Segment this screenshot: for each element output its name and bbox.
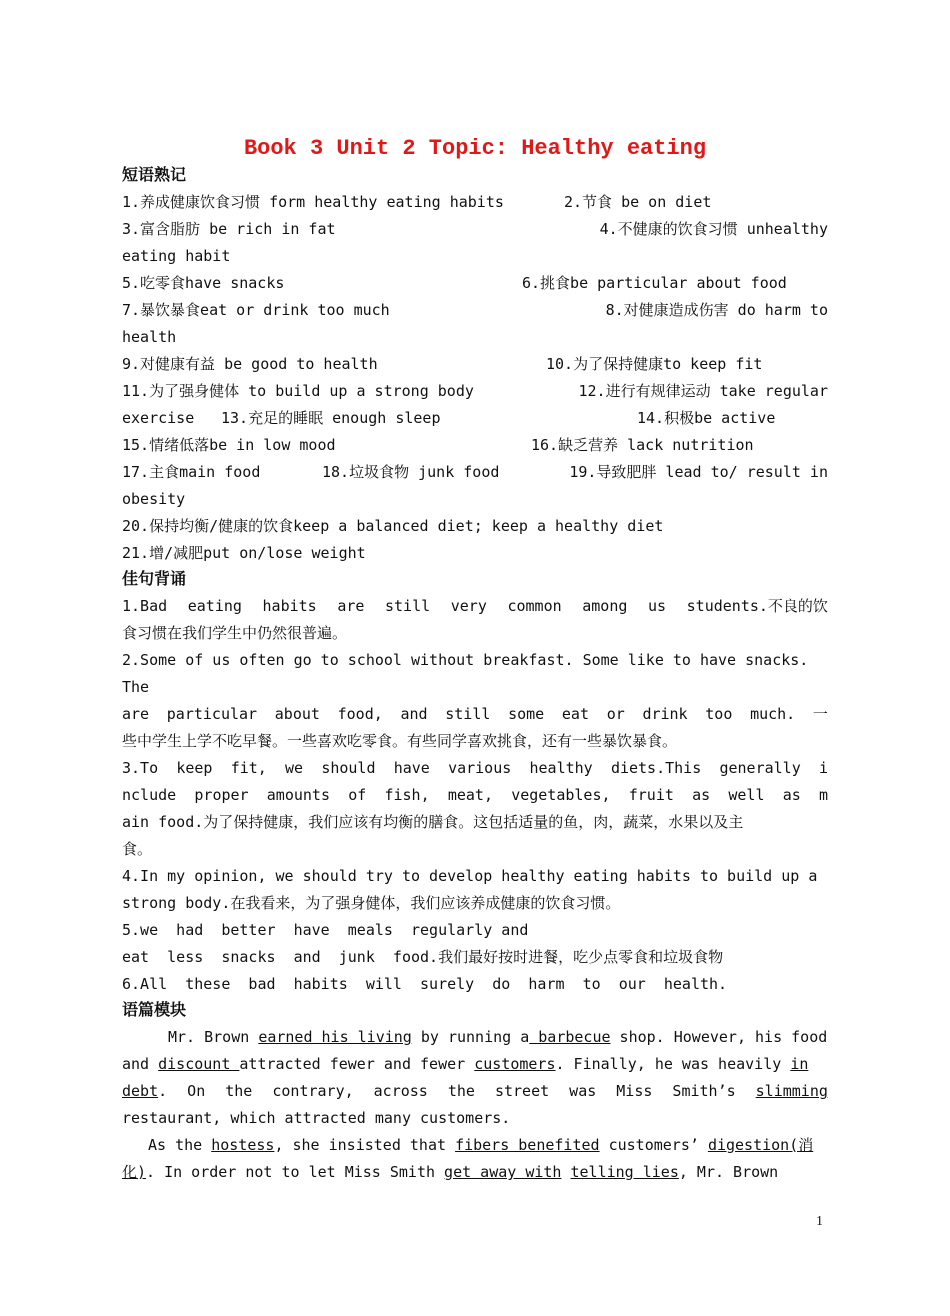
passage-word: the (225, 1082, 253, 1100)
word: fit, (230, 759, 267, 777)
sentence-text: 2.Some of us often go to school without breakfast. Some like to have snacks. (122, 651, 809, 669)
passage-run: shop. However, his food (610, 1028, 828, 1046)
phrase-item: 2.节食 be on diet (564, 193, 712, 211)
word: about (274, 705, 320, 723)
phrase-item: obesity (122, 490, 186, 508)
phrase-item: exercise (122, 409, 195, 427)
sentence-line (122, 701, 828, 728)
word: food, (337, 705, 383, 723)
passage-text (122, 1159, 778, 1186)
word: among (582, 597, 628, 615)
passage-line (122, 1105, 828, 1132)
sentences-heading: 佳句背诵 (122, 569, 187, 588)
word: various (448, 759, 512, 777)
word: particular (166, 705, 258, 723)
underlined-phrase: customers (474, 1055, 556, 1073)
phrase-item: 6.挑食be particular about food (522, 274, 787, 292)
word: 一 (812, 705, 828, 723)
passage-word: On (187, 1082, 206, 1100)
underlined-phrase: barbecue (529, 1028, 611, 1046)
sentence-text: ain food.为了保持健康，我们应该有均衡的膳食。这包括适量的鱼，肉，蔬菜，水果以及主 (122, 813, 744, 831)
passage-text (122, 1051, 808, 1078)
passage-run: attracted fewer and fewer (239, 1055, 475, 1073)
phrase-item: 5.吃零食have snacks (122, 274, 285, 292)
sentence-text: 6.All these bad habits will surely do harm to our health. (122, 975, 728, 993)
word: diets.This (610, 759, 702, 777)
word: and (400, 705, 428, 723)
word: vegetables, (511, 786, 611, 804)
underlined-phrase: 化) (122, 1163, 147, 1181)
passage-text (148, 1132, 813, 1159)
passage-run: . In order not to let Miss Smith (146, 1163, 445, 1181)
passage-word (122, 1078, 167, 1105)
sentence-line (122, 809, 828, 836)
sentence-line (122, 755, 828, 782)
word: m (818, 786, 828, 804)
word: i (818, 759, 828, 777)
sentence-line (122, 782, 828, 809)
phrase-row (122, 351, 828, 378)
sentence-line (122, 593, 828, 620)
passage-text: restaurant, which attracted many customers. (122, 1109, 511, 1127)
phrase-row (122, 270, 828, 297)
phrase-row (122, 540, 828, 567)
passage-word: street (494, 1082, 550, 1100)
passage-run: . Finally, he was heavily (555, 1055, 791, 1073)
sentence-text: 4.In my opinion, we should try to develop healthy eating habits to build up a (122, 867, 818, 885)
phrase-row (122, 432, 828, 459)
word: common (507, 597, 562, 615)
sentence-line (122, 647, 828, 674)
word: nclude (122, 786, 177, 804)
sentence-text: 5.we had better have meals regularly and (122, 921, 529, 939)
sentence-line (122, 863, 828, 890)
word: fruit (628, 786, 674, 804)
phrase-row (122, 189, 828, 216)
phrase-item: 8.对健康造成伤害 do harm to (605, 301, 828, 319)
sentence-line (122, 620, 828, 647)
phrase-row (122, 297, 828, 324)
sentence-text: eat less snacks and junk food.我们最好按时进餐，吃少点零食和垃圾食物 (122, 948, 724, 966)
phrase-row (122, 324, 828, 351)
word: still (385, 597, 431, 615)
phrase-row (122, 486, 828, 513)
word: of (348, 786, 367, 804)
word: meat, (447, 786, 493, 804)
passage-run: , Mr. Brown (678, 1163, 779, 1181)
word: generally (719, 759, 801, 777)
word: eating (187, 597, 242, 615)
underlined-phrase: digestion(消 (707, 1136, 814, 1154)
sentence-line (122, 944, 828, 971)
sentence-line (122, 674, 828, 701)
phrase-item: health (122, 328, 177, 346)
word: well (728, 786, 765, 804)
phrase-item: 4.不健康的饮食习惯 unhealthy (599, 220, 828, 238)
phrase-item: 19.导致肥胖 lead to/ result in (569, 463, 828, 481)
phrase-item: 10.为了保持健康to keep fit (546, 355, 763, 373)
sentence-line (122, 728, 828, 755)
phrase-item: eating habit (122, 247, 231, 265)
passage-run: , she insisted that (274, 1136, 456, 1154)
page-number: 1 (816, 1214, 823, 1229)
word: keep (176, 759, 213, 777)
word: still (445, 705, 491, 723)
sentence-text: strong body.在我看来，为了强身健体，我们应该养成健康的饮食习惯。 (122, 894, 621, 912)
word: eat (561, 705, 589, 723)
passage-run: As the (148, 1136, 212, 1154)
page-title: Book 3 Unit 2 Topic: Healthy eating (243, 136, 707, 161)
passage-word: the (447, 1082, 475, 1100)
phrase-item: 3.富含脂肪 be rich in fat (122, 220, 336, 238)
phrase-item: 9.对健康有益 be good to health (122, 355, 378, 373)
word: us (648, 597, 667, 615)
passage-line (122, 1024, 828, 1051)
passage-word: Miss (616, 1082, 653, 1100)
word: as (692, 786, 711, 804)
phrase-item: 15.情绪低落be in low mood (122, 436, 336, 454)
phrase-row (122, 216, 828, 243)
word: we (285, 759, 304, 777)
word: too (705, 705, 733, 723)
underlined-phrase: telling lies (570, 1163, 679, 1181)
word: amounts (266, 786, 330, 804)
passage-text (168, 1024, 827, 1051)
phrase-row (122, 513, 828, 540)
sentence-text: 食习惯在我们学生中仍然很普遍。 (122, 624, 348, 642)
passage-line (122, 1051, 828, 1078)
phrases-heading: 短语熟记 (122, 165, 187, 184)
passage-word: across (373, 1082, 428, 1100)
phrase-row (122, 459, 828, 486)
underlined-phrase: get away with (444, 1163, 562, 1181)
underlined-phrase: discount (158, 1055, 240, 1073)
sentence-text: 些中学生上学不吃早餐。一些喜欢吃零食。有些同学喜欢挑食，还有一些暴饮暴食。 (122, 732, 678, 750)
phrase-item: 11.为了强身健体 to build up a strong body (122, 382, 474, 400)
sentence-line (122, 890, 828, 917)
underlined-phrase: earned his living (258, 1028, 412, 1046)
passage-heading: 语篇模块 (122, 1000, 187, 1019)
passage-line (122, 1132, 828, 1159)
underlined-phrase: hostess (211, 1136, 275, 1154)
phrase-item: 16.缺乏营养 lack nutrition (531, 436, 754, 454)
passage-run: by running a (411, 1028, 530, 1046)
passage-line (122, 1078, 828, 1105)
sentence-text: 食。 (122, 840, 153, 858)
phrase-item: 14.积极be active (637, 409, 776, 427)
passage-run: . (158, 1082, 168, 1100)
passage-word: contrary, (272, 1082, 354, 1100)
passage-line (122, 1159, 828, 1186)
word: fish, (384, 786, 430, 804)
word: healthy (529, 759, 593, 777)
phrase-row (122, 243, 828, 270)
phrase-item: 1.养成健康饮食习惯 form healthy eating habits (122, 193, 504, 211)
word: some (508, 705, 545, 723)
word: are (122, 705, 150, 723)
underlined-phrase: in (790, 1055, 809, 1073)
word: or (606, 705, 625, 723)
passage-run: and (122, 1055, 159, 1073)
underlined-phrase: slimming (755, 1082, 828, 1100)
phrase-item: 21.增/减肥put on/lose weight (122, 544, 366, 562)
word: habits (262, 597, 317, 615)
phrase-row (122, 378, 828, 405)
phrase-item: 17.主食main food (122, 463, 261, 481)
word: much. (750, 705, 796, 723)
passage-run: Mr. Brown (168, 1028, 259, 1046)
word: are (337, 597, 365, 615)
passage-word: Smith’s (672, 1082, 736, 1100)
phrase-item: 18.垃圾食物 junk food (322, 463, 500, 481)
phrase-item: 20.保持均衡/健康的饮食keep a balanced diet; keep a healthy diet (122, 517, 664, 535)
sentence-line (122, 836, 828, 863)
sentence-line (122, 917, 828, 944)
underlined-phrase: debt (122, 1082, 159, 1100)
word: 3.To (122, 759, 159, 777)
passage-run: customers’ (599, 1136, 708, 1154)
word: students.不良的饮 (686, 597, 828, 615)
word: should (321, 759, 376, 777)
word: very (450, 597, 487, 615)
word: as (782, 786, 801, 804)
word: drink (642, 705, 688, 723)
phrase-item: 13.充足的睡眠 enough sleep (221, 409, 441, 427)
passage-word: was (569, 1082, 597, 1100)
sentence-text: The (122, 678, 150, 696)
phrase-row (122, 405, 828, 432)
underlined-phrase: fibers benefited (455, 1136, 600, 1154)
word: 1.Bad (122, 597, 168, 615)
phrase-item: 12.进行有规律运动 take regular (578, 382, 828, 400)
word: have (393, 759, 430, 777)
sentence-line (122, 971, 828, 998)
word: proper (194, 786, 249, 804)
phrase-item: 7.暴饮暴食eat or drink too much (122, 301, 390, 319)
